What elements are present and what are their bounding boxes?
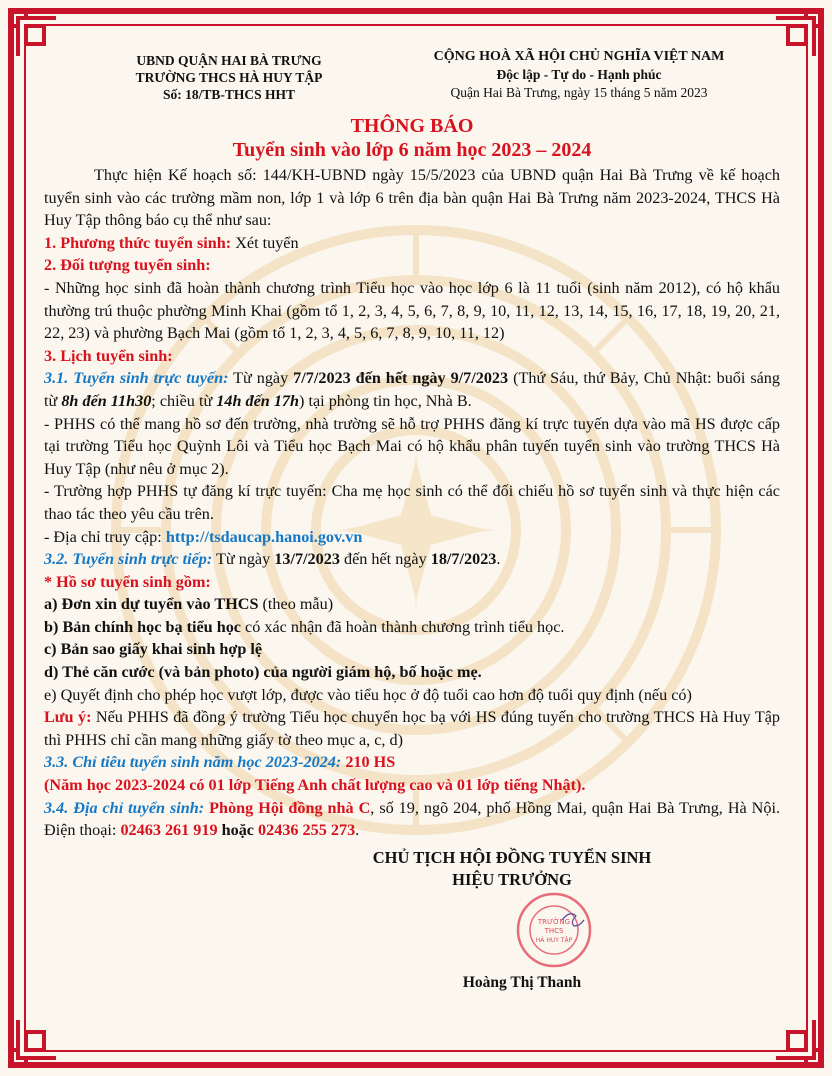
- document-item-d: d) Thẻ căn cước (và bản photo) của người giám hộ, bố hoặc mẹ.: [44, 663, 482, 682]
- document-item-c: c) Bản sao giấy khai sinh hợp lệ: [44, 640, 263, 659]
- section-3-3-label: 3.3. Chỉ tiêu tuyển sinh năm học 2023-2024:: [44, 753, 342, 772]
- section-3-2: [44, 548, 780, 571]
- document-number: Số: 18/TB-THCS HHT: [162, 87, 296, 102]
- access-url-link[interactable]: http://tsdaucap.hanoi.gov.vn: [165, 527, 363, 546]
- section-1-value: Xét tuyển: [231, 233, 299, 252]
- text-fragment: .: [355, 821, 360, 840]
- section-1-label: 1. Phương thức tuyển sinh:: [44, 233, 232, 252]
- access-address-label: - Địa chỉ truy cập:: [44, 527, 166, 546]
- text-fragment: (theo mẫu): [258, 595, 334, 614]
- signer-title-1: CHỦ TỊCH HỘI ĐỒNG TUYỂN SINH: [372, 847, 652, 867]
- place-date: Quận Hai Bà Trưng, ngày 15 tháng 5 năm 2023: [450, 85, 708, 100]
- notice-subtitle: Tuyển sinh vào lớp 6 năm học 2023 – 2024: [232, 139, 592, 161]
- phone-2: 02436 255 273: [258, 821, 356, 840]
- stamp-text: HÀ HUY TẬP: [535, 936, 573, 944]
- note-text: Nếu PHHS đã đồng ý trường Tiểu học chuyển học bạ với HS đúng tuyến cho trường THCS Hà Huy Tập thì PHHS chỉ cần mang những giấy tờ theo mục a, c, d): [44, 708, 780, 749]
- document-item-a-title: a) Đơn xin dự tuyển vào THCS: [44, 595, 259, 614]
- issuer-district: UBND QUẬN HAI BÀ TRƯNG: [136, 53, 322, 68]
- morning-hours: 8h đến 11h30: [61, 391, 152, 410]
- section-3-paragraph-2: - Trường hợp PHHS tự đăng kí trực tuyến: Cha mẹ học sinh có thể đối chiếu hồ sơ tuyển sinh và thực hiện các thao tác theo yêu cầu trên.: [44, 482, 780, 523]
- section-3-paragraph-1: - PHHS có thể mang hồ sơ đến trường, nhà trường sẽ hỗ trợ PHHS đăng kí trực tuyến dựa vào mã HS được cấp tại trường Tiểu học Quỳnh Lôi và Tiểu học Bạch Mai có hộ khẩu phân tuyến tuyển sinh vào trường THCS Hà Huy Tập (như nêu ở mục 2).: [44, 414, 780, 478]
- section-3-1-label: 3.1. Tuyển sinh trực tuyến:: [44, 369, 229, 388]
- note-label: Lưu ý:: [44, 708, 92, 727]
- text-fragment: ) tại phòng tin học, Nhà B.: [299, 391, 472, 410]
- text-fragment: có xác nhận đã hoàn thành chương trình tiểu học.: [241, 617, 565, 636]
- document-item-b-title: b) Bản chính học bạ tiểu học: [44, 617, 241, 636]
- access-address: [44, 526, 780, 549]
- corner-ornament-icon: [772, 1016, 826, 1070]
- quota-note: (Năm học 2023-2024 có 01 lớp Tiếng Anh chất lượng cao và 01 lớp tiếng Nhật).: [44, 776, 586, 795]
- stamp-text: TRƯỜNG: [537, 917, 571, 926]
- corner-ornament-icon: [6, 1016, 60, 1070]
- section-3-2-label: 3.2. Tuyển sinh trực tiếp:: [44, 550, 213, 569]
- national-motto-block: [374, 48, 784, 102]
- issuer-block: [84, 52, 374, 103]
- section-2-text: - Những học sinh đã hoàn thành chương trình Tiểu học vào học lớp 6 là 11 tuổi (sinh năm 2012), có hộ khẩu thường trú thuộc phường Minh Khai (gồm tổ 1, 2, 3, 4, 5, 6, 7, 8, 9, 10, 11, 12, 13, 14, 15, 16, 17, 18, 19, 20, 21, 22, 23) và phường Bạch Mai (gồm tổ 1, 2, 3, 4, 5, 6, 7, 8, 9, 10, 11, 12): [44, 278, 780, 343]
- text-fragment: .: [496, 550, 501, 569]
- intro-paragraph: Thực hiện Kế hoạch số: 144/KH-UBND ngày 15/5/2023 của UBND quận Hai Bà Trưng về kế hoạch tuyển sinh vào các trường mầm non, lớp 1 và lớp 6 trên địa bàn quận Hai Bà Trưng năm 2023-2024, THCS Hà Huy Tập thông báo cụ thể như sau:: [44, 166, 780, 230]
- document-item-a: [44, 593, 780, 616]
- signer-name: Hoàng Thị Thanh: [462, 973, 582, 991]
- section-3-4-label: 3.4. Địa chỉ tuyển sinh:: [44, 798, 205, 817]
- text-fragment: đến hết ngày: [339, 550, 431, 569]
- text-fragment: hoặc: [217, 821, 259, 840]
- issuer-school: TRƯỜNG THCS HÀ HUY TẬP: [135, 70, 323, 85]
- notice-body: [44, 164, 780, 842]
- document-header: [44, 44, 780, 106]
- phone-1: 02463 261 919: [120, 821, 218, 840]
- address-text: , số 19, ngõ 204, phố Hồng Mai, quận Hai Bà Trưng, Hà Nội. Điện thoại:: [44, 798, 780, 840]
- section-3-3: [44, 751, 780, 774]
- notice-title: THÔNG BÁO: [350, 115, 474, 137]
- country-name: CỘNG HOÀ XÃ HỘI CHỦ NGHĨA VIỆT NAM: [433, 49, 725, 64]
- afternoon-hours: 14h đến 17h: [216, 391, 300, 410]
- national-motto: Độc lập - Tự do - Hạnh phúc: [496, 67, 662, 82]
- text-fragment: ; chiều từ: [151, 391, 217, 410]
- section-3-1: [44, 367, 780, 412]
- text-fragment: Từ ngày: [228, 369, 294, 388]
- direct-start-date: 13/7/2023: [274, 550, 340, 569]
- section-3-label: 3. Lịch tuyển sinh:: [44, 346, 173, 365]
- school-stamp-icon: [514, 890, 594, 970]
- document-item-e: e) Quyết định cho phép học vượt lớp, được vào tiểu học ở độ tuổi cao hơn độ tuổi quy định (nếu có): [44, 685, 692, 704]
- direct-end-date: 18/7/2023: [430, 550, 497, 569]
- venue: Phòng Hội đồng nhà C: [204, 798, 371, 817]
- note: [44, 706, 780, 751]
- signature-block: [44, 847, 780, 991]
- section-1: [44, 232, 780, 255]
- documents-label: * Hồ sơ tuyển sinh gồm:: [44, 572, 211, 591]
- online-dates: 7/7/2023 đến hết ngày 9/7/2023: [293, 369, 509, 388]
- stamp-text: THCS: [544, 926, 564, 935]
- signer-title-2: HIỆU TRƯỞNG: [452, 869, 572, 889]
- text-fragment: Từ ngày: [212, 550, 275, 569]
- section-2-label: 2. Đối tượng tuyển sinh:: [44, 256, 211, 275]
- quota-value: 210 HS: [341, 753, 396, 772]
- document-item-b: [44, 616, 780, 639]
- notice-content: [44, 44, 780, 991]
- section-3-4: [44, 797, 780, 842]
- text-fragment: (Thứ Sáu, thứ Bảy, Chủ Nhật: buổi sáng từ: [44, 369, 780, 410]
